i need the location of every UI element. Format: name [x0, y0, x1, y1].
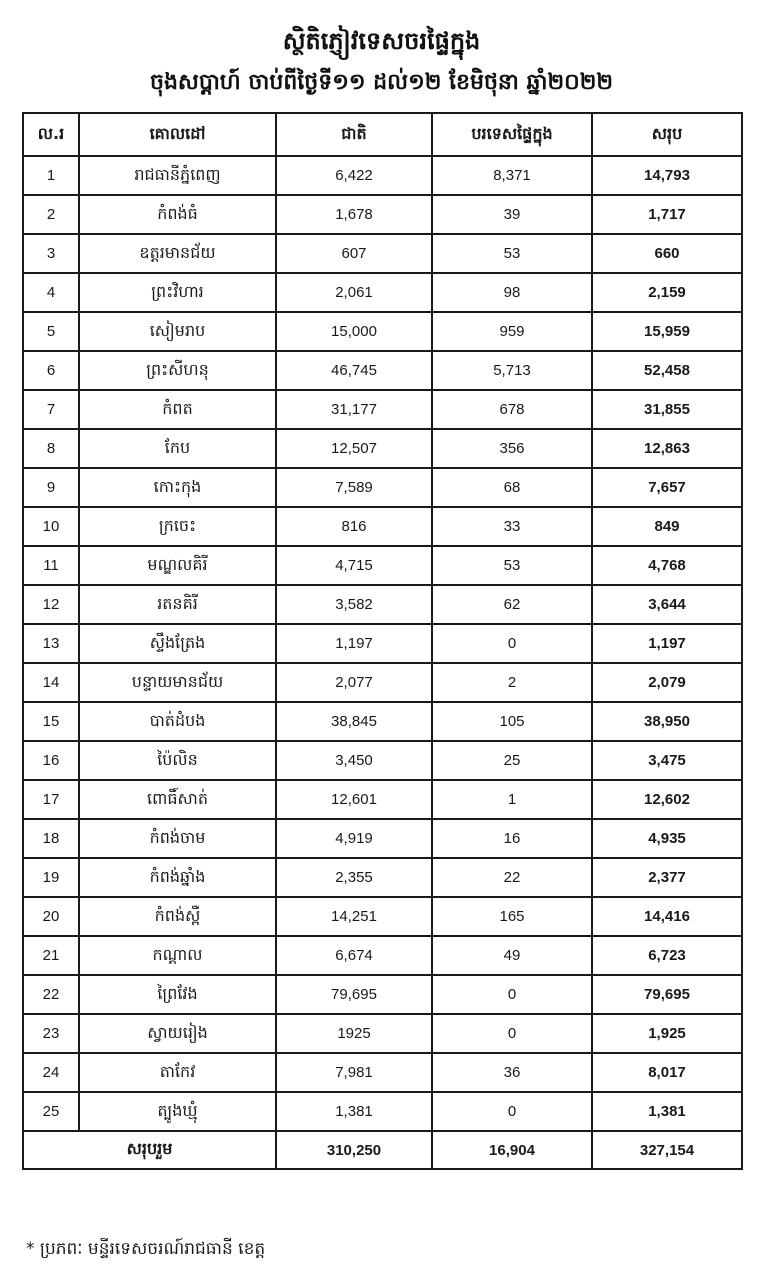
row-total-cell: 660: [592, 234, 742, 273]
foreign-count-cell: 8,371: [432, 156, 592, 195]
row-number-cell: 9: [23, 468, 79, 507]
foreign-count-cell: 98: [432, 273, 592, 312]
table-row: [23, 1053, 742, 1092]
province-cell: កំពង់ស្ពឺ: [79, 897, 276, 936]
row-number-cell: 5: [23, 312, 79, 351]
row-number-cell: 17: [23, 780, 79, 819]
table-row: [23, 819, 742, 858]
province-cell: ពោធិ៍សាត់: [79, 780, 276, 819]
foreign-count-cell: 36: [432, 1053, 592, 1092]
table-row: [23, 195, 742, 234]
foreign-count-cell: 5,713: [432, 351, 592, 390]
foreign-count-cell: 16: [432, 819, 592, 858]
province-cell: ស្វាយរៀង: [79, 1014, 276, 1053]
table-row: [23, 546, 742, 585]
column-header-national: ជាតិ: [276, 113, 432, 156]
row-number-cell: 23: [23, 1014, 79, 1053]
table-row: [23, 1014, 742, 1053]
national-count-cell: 1,678: [276, 195, 432, 234]
row-number-cell: 1: [23, 156, 79, 195]
province-cell: ព្រះសីហនុ: [79, 351, 276, 390]
foreign-count-cell: 25: [432, 741, 592, 780]
province-cell: ព្រះវិហារ: [79, 273, 276, 312]
national-count-cell: 15,000: [276, 312, 432, 351]
foreign-count-cell: 22: [432, 858, 592, 897]
row-total-cell: 14,416: [592, 897, 742, 936]
national-count-cell: 6,674: [276, 936, 432, 975]
row-total-cell: 14,793: [592, 156, 742, 195]
row-number-cell: 8: [23, 429, 79, 468]
foreign-count-cell: 959: [432, 312, 592, 351]
national-count-cell: 4,919: [276, 819, 432, 858]
column-header-number: ល.រ: [23, 113, 79, 156]
province-cell: កំពង់ចាម: [79, 819, 276, 858]
row-total-cell: 3,475: [592, 741, 742, 780]
foreign-count-cell: 62: [432, 585, 592, 624]
grand-total-foreign: 16,904: [432, 1131, 592, 1169]
source-footnote: * ប្រភពៈ មន្ទីរទេសចរណ៍រាជធានី ខេត្ត: [26, 1239, 266, 1259]
row-number-cell: 15: [23, 702, 79, 741]
row-total-cell: 52,458: [592, 351, 742, 390]
national-count-cell: 3,582: [276, 585, 432, 624]
table-row: [23, 624, 742, 663]
table-body: [23, 156, 742, 1131]
national-count-cell: 4,715: [276, 546, 432, 585]
row-number-cell: 3: [23, 234, 79, 273]
document-title: ស្ថិតិភ្ញៀវទេសចរផ្ទៃក្នុង: [282, 27, 481, 55]
province-cell: សៀមរាប: [79, 312, 276, 351]
row-number-cell: 25: [23, 1092, 79, 1131]
row-total-cell: 15,959: [592, 312, 742, 351]
province-cell: បាត់ដំបង: [79, 702, 276, 741]
row-number-cell: 12: [23, 585, 79, 624]
province-cell: កែប: [79, 429, 276, 468]
table-row: [23, 351, 742, 390]
column-header-total: សរុប: [592, 113, 742, 156]
row-number-cell: 18: [23, 819, 79, 858]
row-total-cell: 3,644: [592, 585, 742, 624]
row-total-cell: 1,925: [592, 1014, 742, 1053]
table-row: [23, 780, 742, 819]
table-row: [23, 468, 742, 507]
row-total-cell: 1,197: [592, 624, 742, 663]
column-header-destination: គោលដៅ: [79, 113, 276, 156]
foreign-count-cell: 0: [432, 1092, 592, 1131]
document-subtitle: ចុងសប្តាហ៍ ចាប់ពីថ្ងៃទី១១ ដល់១២ ខែមិថុនា ឆ្នាំ២០២២: [149, 70, 613, 95]
province-cell: រាជធានីភ្នំពេញ: [79, 156, 276, 195]
table-header-row: [23, 113, 742, 156]
national-count-cell: 1,381: [276, 1092, 432, 1131]
national-count-cell: 31,177: [276, 390, 432, 429]
row-number-cell: 13: [23, 624, 79, 663]
row-number-cell: 4: [23, 273, 79, 312]
national-count-cell: 7,981: [276, 1053, 432, 1092]
table-row: [23, 156, 742, 195]
province-cell: ប៉ៃលិន: [79, 741, 276, 780]
column-header-foreign: បរទេសផ្ទៃក្នុង: [432, 113, 592, 156]
foreign-count-cell: 105: [432, 702, 592, 741]
row-total-cell: 8,017: [592, 1053, 742, 1092]
foreign-count-cell: 53: [432, 546, 592, 585]
table-row: [23, 429, 742, 468]
row-number-cell: 11: [23, 546, 79, 585]
national-count-cell: 38,845: [276, 702, 432, 741]
row-number-cell: 24: [23, 1053, 79, 1092]
table-row: [23, 234, 742, 273]
table-row: [23, 585, 742, 624]
row-total-cell: 1,717: [592, 195, 742, 234]
national-count-cell: 6,422: [276, 156, 432, 195]
province-cell: កំពង់ធំ: [79, 195, 276, 234]
national-count-cell: 816: [276, 507, 432, 546]
province-cell: បន្ទាយមានជ័យ: [79, 663, 276, 702]
province-cell: កំពត: [79, 390, 276, 429]
row-number-cell: 20: [23, 897, 79, 936]
province-cell: មណ្ឌលគិរី: [79, 546, 276, 585]
grand-total-label: សរុបរួម: [23, 1131, 276, 1169]
national-count-cell: 12,507: [276, 429, 432, 468]
row-total-cell: 2,159: [592, 273, 742, 312]
foreign-count-cell: 53: [432, 234, 592, 273]
table-row: [23, 741, 742, 780]
row-total-cell: 79,695: [592, 975, 742, 1014]
foreign-count-cell: 165: [432, 897, 592, 936]
foreign-count-cell: 0: [432, 975, 592, 1014]
row-total-cell: 1,381: [592, 1092, 742, 1131]
row-total-cell: 2,377: [592, 858, 742, 897]
row-number-cell: 22: [23, 975, 79, 1014]
province-cell: ក្រចេះ: [79, 507, 276, 546]
province-cell: ព្រៃវែង: [79, 975, 276, 1014]
row-number-cell: 16: [23, 741, 79, 780]
foreign-count-cell: 68: [432, 468, 592, 507]
row-total-cell: 4,935: [592, 819, 742, 858]
national-count-cell: 2,355: [276, 858, 432, 897]
national-count-cell: 2,077: [276, 663, 432, 702]
row-total-cell: 6,723: [592, 936, 742, 975]
foreign-count-cell: 39: [432, 195, 592, 234]
foreign-count-cell: 2: [432, 663, 592, 702]
province-cell: ត្បូងឃ្មុំ: [79, 1092, 276, 1131]
province-cell: រតនគិរី: [79, 585, 276, 624]
table-row: [23, 663, 742, 702]
province-cell: ឧត្តរមានជ័យ: [79, 234, 276, 273]
row-total-cell: 31,855: [592, 390, 742, 429]
row-total-cell: 7,657: [592, 468, 742, 507]
row-number-cell: 10: [23, 507, 79, 546]
province-cell: ស្ទឹងត្រែង: [79, 624, 276, 663]
table-row: [23, 975, 742, 1014]
province-cell: តាកែវ: [79, 1053, 276, 1092]
national-count-cell: 14,251: [276, 897, 432, 936]
national-count-cell: 79,695: [276, 975, 432, 1014]
national-count-cell: 1,197: [276, 624, 432, 663]
table-row: [23, 273, 742, 312]
table-row: [23, 1092, 742, 1131]
row-number-cell: 2: [23, 195, 79, 234]
row-number-cell: 19: [23, 858, 79, 897]
foreign-count-cell: 0: [432, 624, 592, 663]
foreign-count-cell: 1: [432, 780, 592, 819]
grand-total-sum: 327,154: [592, 1131, 742, 1169]
row-total-cell: 12,602: [592, 780, 742, 819]
national-count-cell: 7,589: [276, 468, 432, 507]
row-total-cell: 849: [592, 507, 742, 546]
row-number-cell: 14: [23, 663, 79, 702]
grand-total-national: 310,250: [276, 1131, 432, 1169]
national-count-cell: 3,450: [276, 741, 432, 780]
foreign-count-cell: 356: [432, 429, 592, 468]
table-row: [23, 897, 742, 936]
national-count-cell: 46,745: [276, 351, 432, 390]
province-cell: កណ្តាល: [79, 936, 276, 975]
foreign-count-cell: 0: [432, 1014, 592, 1053]
row-total-cell: 12,863: [592, 429, 742, 468]
grand-total-row: [23, 1131, 742, 1169]
table-row: [23, 858, 742, 897]
national-count-cell: 607: [276, 234, 432, 273]
foreign-count-cell: 49: [432, 936, 592, 975]
table-row: [23, 390, 742, 429]
national-count-cell: 1925: [276, 1014, 432, 1053]
row-total-cell: 38,950: [592, 702, 742, 741]
national-count-cell: 2,061: [276, 273, 432, 312]
row-number-cell: 21: [23, 936, 79, 975]
row-total-cell: 2,079: [592, 663, 742, 702]
table-row: [23, 702, 742, 741]
tourist-statistics-table: [22, 112, 743, 1170]
province-cell: កោះកុង: [79, 468, 276, 507]
row-number-cell: 6: [23, 351, 79, 390]
row-total-cell: 4,768: [592, 546, 742, 585]
table-row: [23, 936, 742, 975]
foreign-count-cell: 678: [432, 390, 592, 429]
province-cell: កំពង់ឆ្នាំង: [79, 858, 276, 897]
row-number-cell: 7: [23, 390, 79, 429]
national-count-cell: 12,601: [276, 780, 432, 819]
table-row: [23, 312, 742, 351]
foreign-count-cell: 33: [432, 507, 592, 546]
table-row: [23, 507, 742, 546]
